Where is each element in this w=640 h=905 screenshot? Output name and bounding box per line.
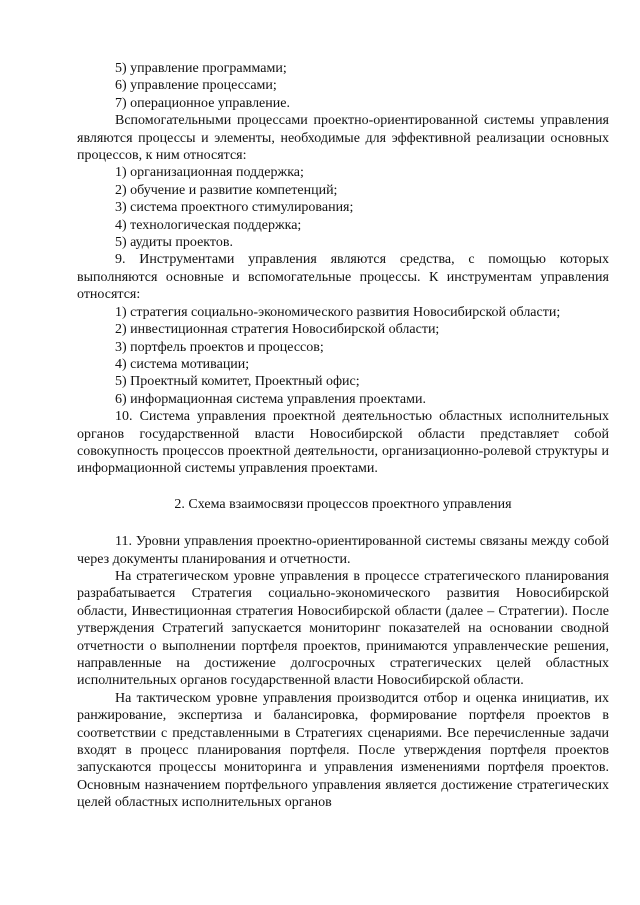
- list-item-training: 2) обучение и развитие компетенций;: [115, 182, 338, 198]
- paragraph-strategic-level: На стратегическом уровне управления в процессе стратегического планирования разрабатывается Стратегия социально-экономического развития Новосибирской области, Инвестиционная стратегия Новосибирской области (далее – Стратегии). После утверждения Стратегий запускается мониторинг показателей на основании сводной отчетности о выполнении портфеля проектов, принимаются управленческие решения, направленные на достижение долгосрочных стратегических целей областных исполнительных органов государственной власти Новосибирской области.: [77, 568, 609, 689]
- list-item-incentives: 3) система проектного стимулирования;: [115, 200, 354, 216]
- list-item-org-support: 1) организационная поддержка;: [115, 165, 304, 181]
- paragraph-9-instruments: 9. Инструментами управления являются средства, с помощью которых выполняются основные и вспомогательные процессы. К инструментам управления относятся:: [77, 252, 609, 303]
- list-item-audits: 5) аудиты проектов.: [115, 235, 233, 251]
- list-item-portfolio: 3) портфель проектов и процессов;: [115, 339, 324, 355]
- list-item-socioeconomic-strategy: 1) стратегия социально-экономического развития Новосибирской области;: [115, 304, 561, 320]
- section-heading: 2. Схема взаимосвязи процессов проектного управления: [174, 496, 512, 512]
- list-item-investment-strategy: 2) инвестиционная стратегия Новосибирской области;: [115, 322, 440, 338]
- list-item-operational: 7) операционное управление.: [115, 95, 290, 111]
- paragraph-11-levels: 11. Уровни управления проектно-ориентированной системы связаны между собой через документы планирования и отчетности.: [77, 534, 609, 567]
- paragraph-tactical-level: На тактическом уровне управления производится отбор и оценка инициатив, их ранжирование, экспертиза и балансировка, формирование портфеля проектов в соответствии с представленными в Стратегиях сценариями. Все перечисленные задачи входят в процесс планирования портфеля. После утверждения портфеля проектов запускаются процессы мониторинга и управления изменениями портфеля проектов. Основным назначением портфельного управления является достижение стратегических целей областных исполнительных органов: [77, 690, 609, 811]
- list-item-processes: 6) управление процессами;: [115, 78, 277, 94]
- paragraph-10-system: 10. Система управления проектной деятельностью областных исполнительных органов государственной власти Новосибирской области представляет собой совокупность процессов проектной деятельности, организационно-ролевой структуры и информационной системы управления проектами.: [77, 409, 609, 477]
- list-item-programs: 5) управление программами;: [115, 61, 287, 76]
- list-item-motivation: 4) система мотивации;: [115, 356, 250, 372]
- paragraph-auxiliary-processes: Вспомогательными процессами проектно-ориентированной системы управления являются процессы и элементы, необходимые для эффективной реализации основных процессов, к ним относятся:: [77, 113, 609, 164]
- list-item-info-system: 6) информационная система управления проектами.: [115, 391, 426, 407]
- list-item-committee-office: 5) Проектный комитет, Проектный офис;: [115, 374, 360, 390]
- document-page: [77, 60, 609, 812]
- list-item-tech-support: 4) технологическая поддержка;: [115, 217, 302, 233]
